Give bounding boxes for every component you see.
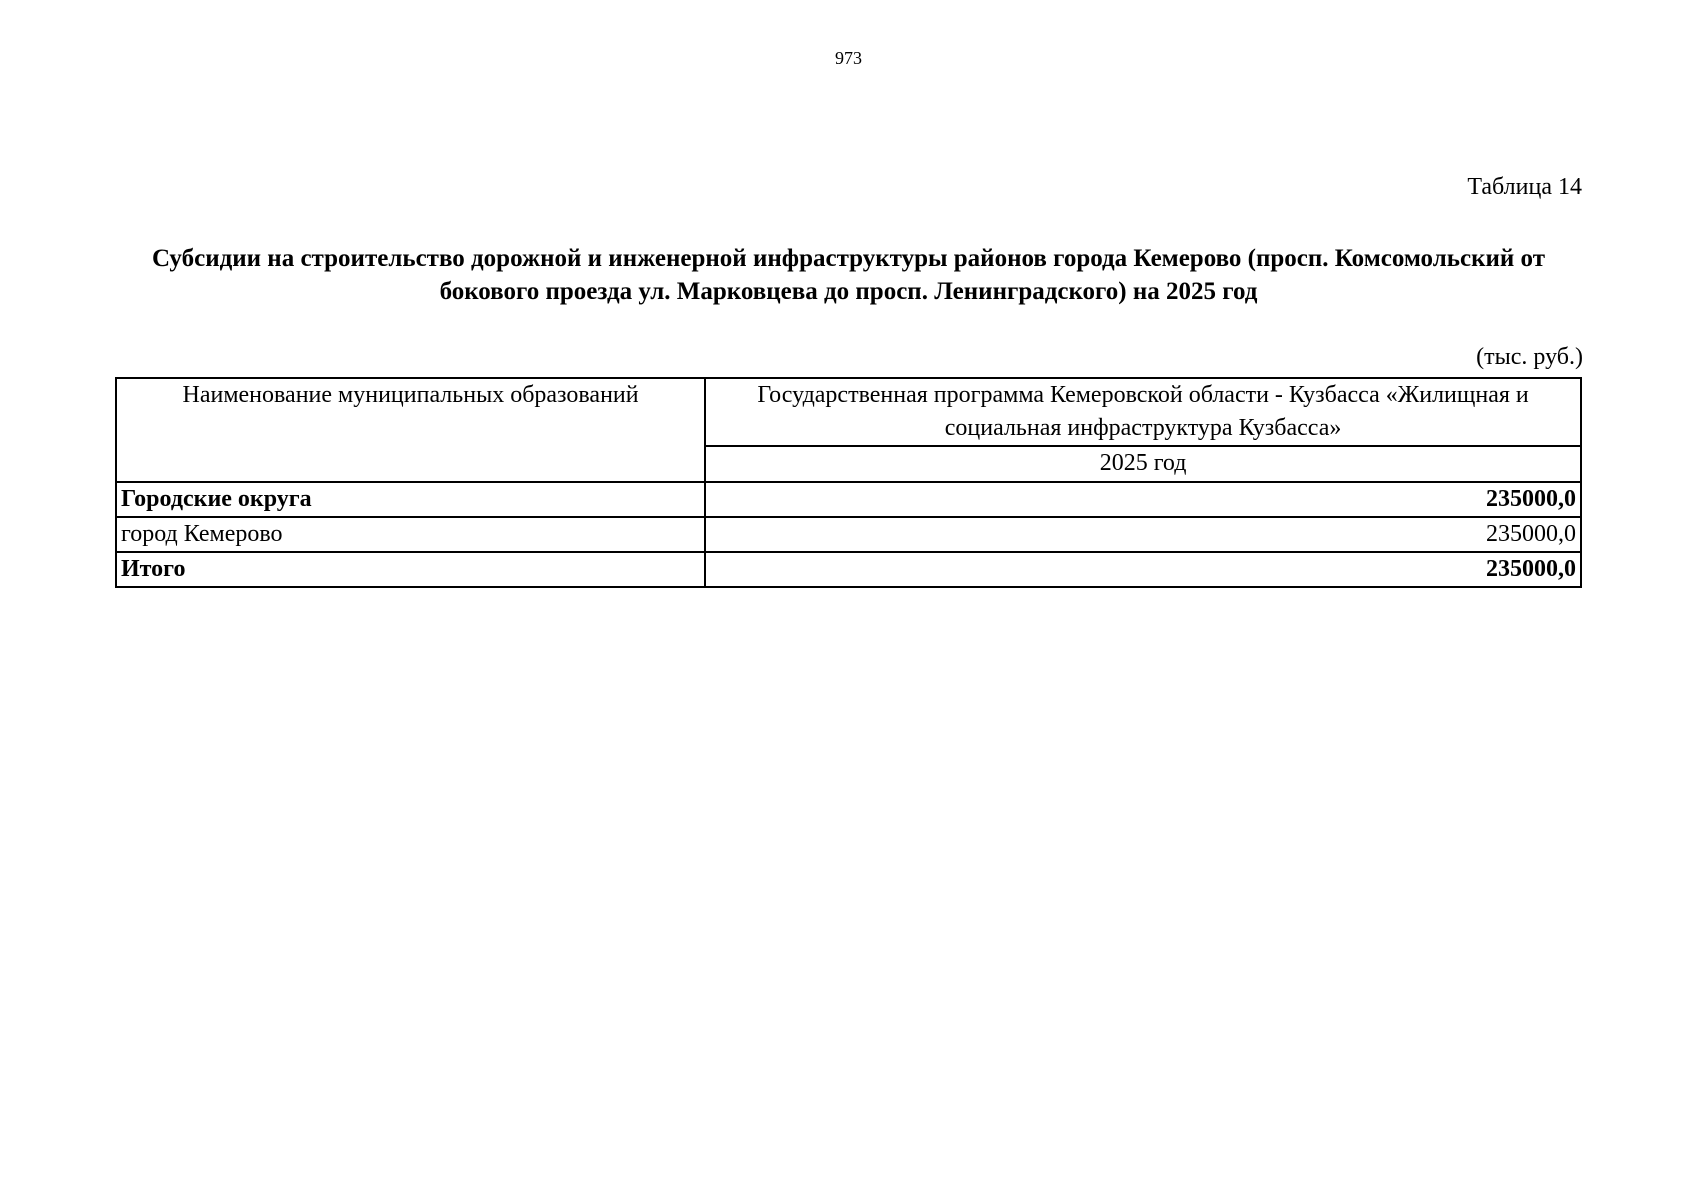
header-row xyxy=(116,378,1581,446)
row-value: 235000,0 xyxy=(705,517,1581,552)
header-name-column: Наименование муниципальных образований xyxy=(116,378,705,482)
table-label: Таблица 14 xyxy=(1467,174,1582,200)
row-value: 235000,0 xyxy=(705,482,1581,517)
header-year-column: 2025 год xyxy=(705,446,1581,482)
subsidy-table xyxy=(115,377,1582,588)
table-row xyxy=(116,482,1581,517)
row-value: 235000,0 xyxy=(705,552,1581,587)
page-number: 973 xyxy=(835,48,862,68)
header-program-column: Государственная программа Кемеровской области - Кузбасса «Жилищная и социальная инфраструктура Кузбасса» xyxy=(705,378,1581,446)
table-row xyxy=(116,552,1581,587)
row-name: Городские округа xyxy=(116,482,705,517)
document-title: Субсидии на строительство дорожной и инженерной инфраструктуры районов города Кемерово (просп. Комсомольский от бокового проезда ул. Марковцева до просп. Ленинградского) на 2025 год xyxy=(152,245,1545,305)
units-label: (тыс. руб.) xyxy=(1476,344,1583,370)
table-row xyxy=(116,517,1581,552)
row-name: Итого xyxy=(116,552,705,587)
row-name: город Кемерово xyxy=(116,517,705,552)
